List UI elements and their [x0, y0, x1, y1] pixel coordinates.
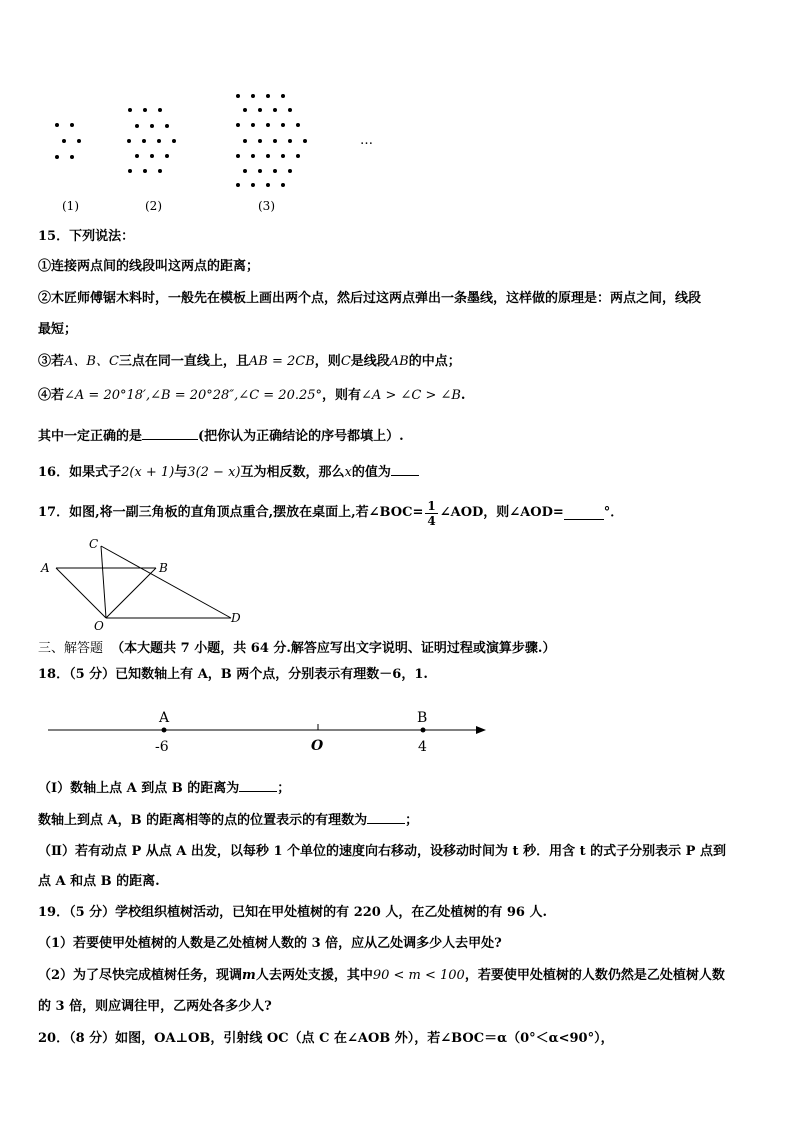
axis-value-b: 4	[418, 739, 427, 755]
point-o-label: O	[94, 619, 104, 633]
q15-answer-blank[interactable]	[142, 426, 198, 440]
section-3-title: 三、解答题	[38, 641, 104, 656]
q18-part-1b	[38, 810, 418, 830]
q15-item-4-end: .	[460, 388, 466, 403]
q15-item-3-equation: AB = 2CB	[248, 354, 315, 369]
q19-part-2-var: m	[242, 968, 256, 983]
q18-number-line	[40, 704, 490, 758]
q19-part-2-end: ，若要使甲处植树的人数仍然是乙处植树人数	[464, 968, 725, 983]
q19-part-2	[38, 967, 725, 985]
q16-end: 的值为	[351, 465, 391, 480]
q16-answer-blank[interactable]	[391, 462, 419, 476]
q15-item-3-mid2: ，则	[314, 354, 341, 369]
q19-stem: 19．（5 分）学校组织植树活动，已知在甲处植树的有 220 人，在乙处植树的有 96 人.	[38, 905, 548, 920]
q16-expr-1: 2(x + 1)	[121, 465, 175, 480]
q15-item-4-order: ∠A > ∠C > ∠B	[361, 388, 461, 403]
q15-item-3-ab: AB	[389, 354, 409, 369]
dot-pattern-figure	[40, 88, 380, 218]
q15-ask-end: (把你认为正确结论的序号都填上）.	[198, 429, 404, 444]
q18-part-2-line-1: （Ⅱ）若有动点 P 从点 A 出发，以每秒 1 个单位的速度向右移动，设移动时间为 t 秒．用含 t 的式子分别表示 P 点到	[38, 844, 726, 859]
q20-stem: 20．（8 分）如图，OA⊥OB，引射线 OC（点 C 在∠AOB 外），若∠BOC＝α（0°＜α<90°），	[38, 1031, 614, 1046]
q19-part-2-line-2: 的 3 倍，则应调往甲，乙两处各多少人?	[38, 999, 272, 1014]
q17-end: °．	[603, 505, 624, 520]
q19-part-2-pre: （2）为了尽快完成植树任务，现调	[38, 968, 243, 983]
dot-pattern-3	[236, 94, 307, 187]
ellipsis: …	[360, 133, 373, 148]
line-bo	[106, 568, 156, 618]
point-b-dot	[421, 728, 426, 733]
q15-item-1: ①连接两点间的线段叫这两点的距离；	[38, 259, 260, 274]
axis-label-a: A	[159, 710, 170, 726]
q16-var: x	[344, 465, 352, 480]
axis-label-o: O	[311, 738, 324, 754]
q17-mid: ∠AOD，则∠AOD=	[439, 505, 564, 520]
axis-label-b: B	[417, 710, 428, 726]
point-c-label: C	[89, 537, 99, 551]
line-cd	[101, 546, 231, 618]
q18-part-1b-blank[interactable]	[367, 810, 405, 824]
dot-pattern-2	[127, 108, 176, 173]
q15-item-4-angles: ∠A = 20°18′,∠B = 20°28″,∠C = 20.25°	[64, 388, 323, 403]
q15-ask-pre: 其中一定正确的是	[38, 429, 143, 444]
q18-part-1a-blank[interactable]	[239, 778, 277, 792]
q15-item-3-mid: 三点在同一直线上，且	[118, 354, 249, 369]
q18-part-1a-end: ；	[277, 781, 291, 796]
q15-item-3-points: A、B、C	[64, 354, 119, 369]
q15-title: 15．下列说法：	[38, 229, 135, 244]
q16-pre: 16．如果式子	[38, 465, 122, 480]
section-3-header	[38, 640, 555, 658]
q15-item-3-mid3: 是线段	[350, 354, 390, 369]
section-3-desc: （本大题共 7 小题，共 64 分.解答应写出文字说明、证明过程或演算步骤.）	[111, 641, 556, 656]
q17-numerator: 1	[427, 498, 436, 513]
q16-mid2: 互为相反数，那么	[240, 465, 345, 480]
q19-part-1: （1）若要使甲处植树的人数是乙处植树人数的 3 倍，应从乙处调多少人去甲处?	[38, 936, 502, 951]
dot-label-2: (2)	[145, 199, 162, 213]
q15-item-3-c: C	[340, 354, 351, 369]
q15-item-4-pre: ④若	[38, 388, 65, 403]
q17-fraction	[425, 499, 437, 528]
q15-item-4	[38, 387, 465, 405]
q16-expr-2: 3(2 − x)	[187, 465, 241, 480]
q15-ask	[38, 426, 404, 446]
point-a-dot	[162, 728, 167, 733]
q18-part-1a-text: （Ⅰ）数轴上点 A 到点 B 的距离为	[38, 781, 240, 796]
q18-stem: 18．（5 分）已知数轴上有 A，B 两个点，分别表示有理数－6，1.	[38, 667, 428, 682]
q18-part-1b-text: 数轴上到点 A，B 的距离相等的点的位置表示的有理数为	[38, 813, 368, 828]
point-d-label: D	[231, 611, 241, 625]
q19-part-2-mid: 人去两处支援，其中	[255, 968, 373, 983]
q15-item-2-line-1: ②木匠师傅锯木料时，一般先在模板上画出两个点，然后过这两点弹出一条墨线，这样做的原理是：两点之间，线段	[38, 291, 702, 306]
axis-value-a: -6	[155, 739, 169, 755]
point-b-label: B	[159, 561, 168, 575]
q15-item-3-end: 的中点；	[408, 354, 461, 369]
q15-item-3	[38, 353, 461, 371]
q16-mid: 与	[174, 465, 188, 480]
q17-triangle-figure	[36, 534, 256, 634]
q18-part-1b-end: ；	[405, 813, 419, 828]
q15-item-3-pre: ③若	[38, 354, 65, 369]
q17-stem	[38, 496, 623, 530]
q17-answer-blank[interactable]	[564, 506, 604, 520]
dot-pattern-1	[55, 123, 81, 159]
q15-item-2-line-2: 最短；	[38, 322, 78, 337]
q16	[38, 462, 419, 482]
dot-label-1: (1)	[62, 199, 79, 213]
q19-part-2-range: 90 < m < 100	[372, 968, 465, 983]
q18-part-2-line-2: 点 A 和点 B 的距离.	[38, 874, 160, 889]
line-co	[101, 546, 106, 618]
q18-part-1a	[38, 778, 290, 798]
point-a-label: A	[41, 561, 50, 575]
q17-denominator: 4	[427, 513, 436, 528]
axis-arrow	[476, 726, 486, 734]
q15-item-4-mid: ，则有	[322, 388, 362, 403]
line-ao	[56, 568, 106, 618]
q17-pre: 17．如图,将一副三角板的直角顶点重合,摆放在桌面上,若∠BOC=	[38, 505, 424, 520]
dot-label-3: (3)	[258, 199, 275, 213]
